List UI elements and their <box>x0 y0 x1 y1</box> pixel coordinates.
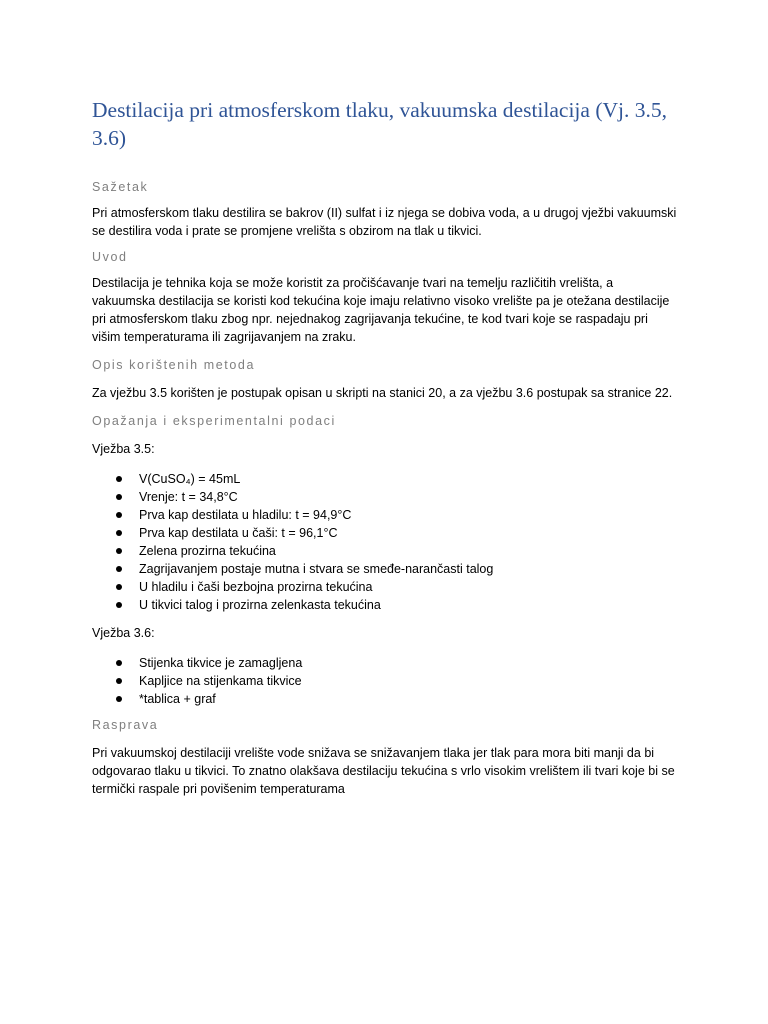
heading-sazetak: Sažetak <box>92 180 149 194</box>
list-item: Vrenje: t = 34,8°C <box>92 488 677 506</box>
document-page <box>92 96 677 798</box>
list-item: Zelena prozirna tekućina <box>92 542 677 560</box>
paragraph-uvod: Destilacija je tehnika koja se može koristit za pročišćavanje tvari na temelju različitih vrelišta, a vakuumska destilacija se koristi kod tekućina koje imaju relativno visoko vrelište pa je otežana destilacije pri atmosferskom tlaku zbog npr. nejednakog zagrijavanja tekućine, te kod tvari koje se raspadaju pri višim temperaturama ili zagrijavanjem na zraku. <box>92 276 670 344</box>
document-title: Destilacija pri atmosferskom tlaku, vakuumska destilacija (Vj. 3.5, 3.6) <box>92 98 667 150</box>
list-item: *tablica + graf <box>92 690 677 708</box>
bullet-icon <box>116 566 122 572</box>
heading-uvod: Uvod <box>92 250 128 264</box>
bullet-icon <box>116 678 122 684</box>
label-vjezba-3-5: Vježba 3.5: <box>92 442 155 456</box>
list-item: Stijenka tikvice je zamagljena <box>92 654 677 672</box>
bullet-icon <box>116 548 122 554</box>
bullet-icon <box>116 512 122 518</box>
bullet-icon <box>116 530 122 536</box>
bullet-icon <box>116 660 122 666</box>
list-vjezba-3-5 <box>92 470 677 614</box>
list-item: U tikvici talog i prozirna zelenkasta tekućina <box>92 596 677 614</box>
list-item: V(CuSO₄) = 45mL <box>92 470 677 488</box>
bullet-icon <box>116 476 122 482</box>
list-vjezba-3-6 <box>92 654 677 708</box>
heading-rasprava: Rasprava <box>92 718 159 732</box>
bullet-icon <box>116 696 122 702</box>
list-item: Zagrijavanjem postaje mutna i stvara se smeđe-narančasti talog <box>92 560 677 578</box>
bullet-icon <box>116 584 122 590</box>
list-item: Prva kap destilata u hladilu: t = 94,9°C <box>92 506 677 524</box>
label-vjezba-3-6: Vježba 3.6: <box>92 626 155 640</box>
bullet-icon <box>116 494 122 500</box>
paragraph-sazetak: Pri atmosferskom tlaku destilira se bakrov (II) sulfat i iz njega se dobiva voda, a u drugoj vježbi vakuumski se destilira voda i prate se promjene vrelišta s obzirom na tlak u tikvici. <box>92 206 677 238</box>
list-item: U hladilu i čaši bezbojna prozirna tekućina <box>92 578 677 596</box>
heading-opazanja: Opažanja i eksperimentalni podaci <box>92 414 336 428</box>
paragraph-metode: Za vježbu 3.5 korišten je postupak opisan u skripti na stanici 20, a za vježbu 3.6 postupak sa stranice 22. <box>92 386 673 400</box>
list-item: Prva kap destilata u čaši: t = 96,1°C <box>92 524 677 542</box>
bullet-icon <box>116 602 122 608</box>
list-item: Kapljice na stijenkama tikvice <box>92 672 677 690</box>
paragraph-rasprava: Pri vakuumskoj destilaciji vrelište vode snižava se snižavanjem tlaka jer tlak para mora biti manji da bi odgovarao tlaku u tikvici. To znatno olakšava destilaciju tekućina s vrlo visokim vrelištem ili tvari koje bi se termički raspale pri povišenim temperaturama <box>92 746 675 796</box>
heading-metode: Opis korištenih metoda <box>92 358 256 372</box>
